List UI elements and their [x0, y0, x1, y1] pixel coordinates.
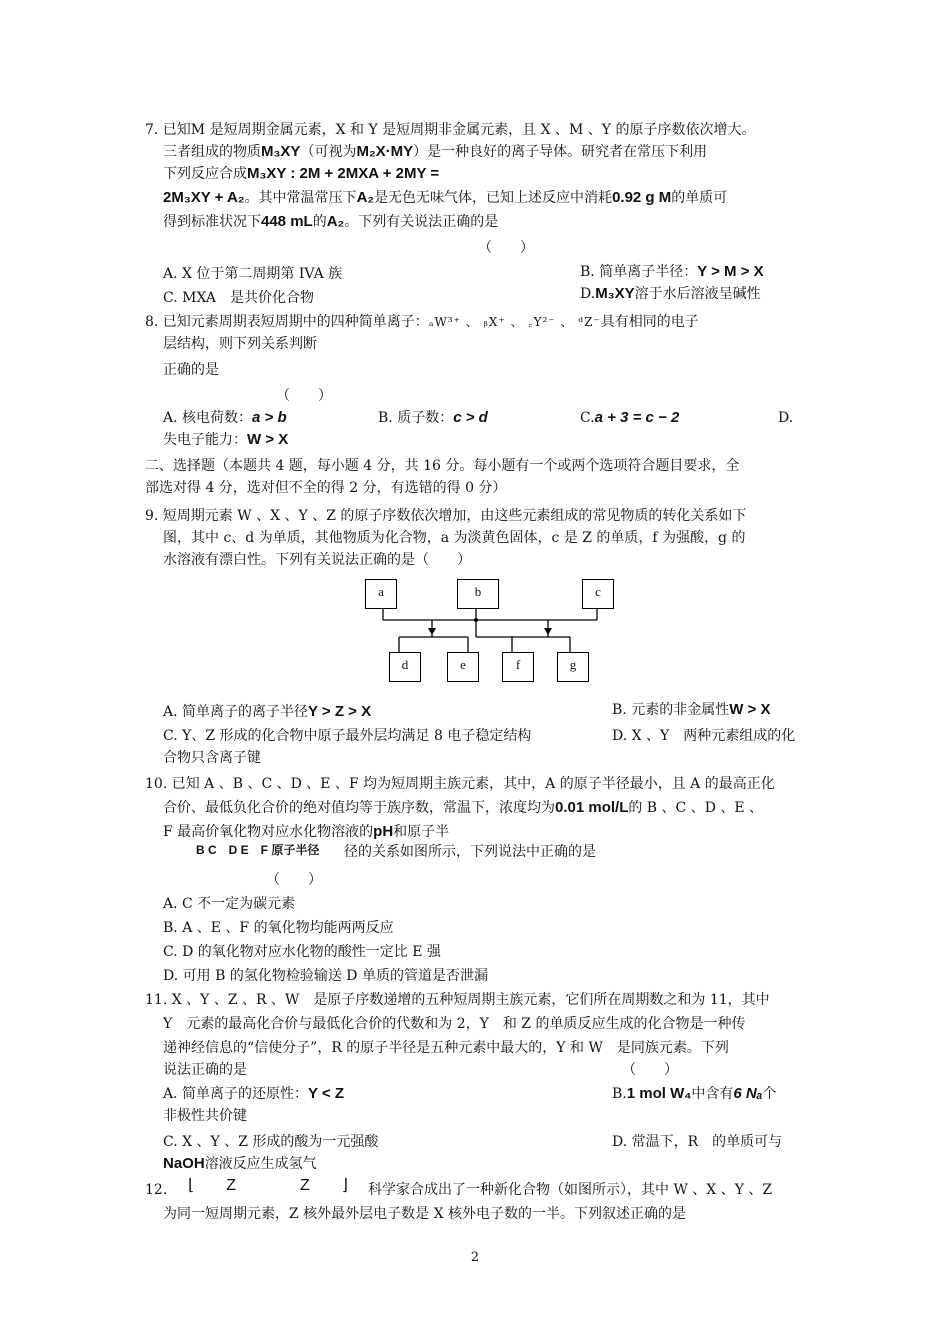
q7-option-b: B. 简单离子半径：Y > M > X [580, 263, 764, 280]
q10-answer-paren: （ ） [266, 872, 322, 888]
q7-line-5: 得到标准状况下448 mL的A₂。下列有关说法正确的是 [163, 213, 499, 230]
q11-option-d-cont: NaOH溶液反应生成氢气 [163, 1155, 317, 1172]
q12-line-2: 为同一短周期元素，Z 核外最外层电子数是 X 核外电子数的一半。下列叙述正确的是 [163, 1206, 687, 1222]
q8-option-a: A. 核电荷数：a > b [163, 409, 287, 426]
q12-line-1: 科学家合成出了一种新化合物（如图所示），其中 W 、X 、Y 、Z [368, 1182, 773, 1198]
q11-option-b-cont: 非极性共价键 [163, 1108, 247, 1124]
q11-option-d: D. 常温下，R 的单质可与 [612, 1134, 783, 1150]
q8-line-2: 层结构，则下列关系判断 [163, 336, 317, 352]
q10-option-a: A. C 不一定为碳元素 [163, 896, 296, 912]
q8-option-d: D. [778, 410, 794, 426]
q8-answer-paren: （ ） [276, 388, 332, 404]
q11-answer-paren: （ ） [622, 1062, 678, 1078]
q9-line-1: 9. 短周期元素 W 、X 、Y 、Z 的原子序数依次增加，由这些元素组成的常见物质的转化关系如下 [145, 508, 747, 524]
diagram-box-d: d [389, 652, 421, 682]
diagram-box-e: e [447, 652, 479, 682]
q7-line-2: 三者组成的物质M₃XY（可视为M₂X·MY）是一种良好的离子导体。研究者在常压下利用 [163, 143, 708, 160]
q7-answer-paren: （ ） [478, 240, 534, 256]
diagram-box-f: f [502, 652, 534, 682]
q9-line-2: 图，其中 c、d 为单质，其他物质为化合物，a 为淡黄色固体，c 是 Z 的单质，f 为强酸，g 的 [163, 530, 746, 546]
q7-line-4: 2M₃XY + A₂。其中常温常压下A₂是无色无味气体，已知上述反应中消耗0.92 g M的单质可 [163, 189, 728, 206]
q11-line-3: 递神经信息的“信使分子”，R 的原子半径是五种元素中最大的，Y 和 W 是同族元素。下列 [163, 1040, 729, 1056]
q10-line-4: 径的关系如图所示，下列说法中正确的是 [344, 844, 596, 860]
q7-option-a: A. X 位于第二周期第 IVA 族 [163, 266, 343, 282]
diagram-box-b: b [457, 579, 499, 609]
q9-option-c: C. Y、Z 形成的化合物中原子最外层均满足 8 电子稳定结构 [163, 728, 532, 744]
q10-option-c: C. D 的氧化物对应水化物的酸性一定比 E 强 [163, 944, 441, 960]
q12-structure-brackets: ⌊ Z Z ⌋ [188, 1177, 349, 1194]
q7-option-d: D.M₃XY溶于水后溶液呈碱性 [580, 285, 761, 302]
section-2-line-2: 部选对得 4 分，选对但不全的得 2 分，有选错的得 0 分） [145, 480, 507, 496]
q11-line-4: 说法正确的是 [163, 1062, 247, 1078]
q10-line-2: 合价、最低负化合价的绝对值均等于族序数，常温下，浓度均为0.01 mol/L的 B 、C 、D 、E 、 [163, 799, 764, 816]
q7-line-1: 7. 已知M 是短周期金属元素，X 和 Y 是短周期非金属元素，且 X 、M 、Y 的原子序数依次增大。 [145, 122, 756, 138]
q8-line-1: 8. 已知元素周期表短周期中的四种简单离子：ₐW³⁺ 、 ᵦX⁺ 、 ꜀Y²⁻ 、 ᵈZ⁻具有相同的电子 [145, 314, 699, 330]
page-number: 2 [470, 1250, 480, 1265]
q8-option-b: B. 质子数：c > d [378, 409, 488, 426]
q9-line-3: 水溶液有漂白性。下列有关说法正确的是（ ） [163, 552, 471, 568]
q11-option-a: A. 简单离子的还原性：Y < Z [163, 1085, 345, 1102]
q9-option-d-cont: 合物只含离子键 [163, 750, 261, 766]
q10-line-1: 10. 已知 A 、B 、C 、D 、E 、F 均为短周期主族元素，其中，A 的原子半径最小，且 A 的最高正化 [145, 776, 775, 792]
section-2-line-1: 二、选择题（本题共 4 题，每小题 4 分，共 16 分。每小题有一个或两个选项符合题目要求，全 [145, 458, 740, 474]
q10-figure-labels: B C D E F 原子半径 [196, 843, 320, 857]
q9-option-b: B. 元素的非金属性W > X [612, 701, 771, 718]
q11-line-2: Y 元素的最高化合价与最低化合价的代数和为 2，Y 和 Z 的单质反应生成的化合物是一种传 [163, 1016, 746, 1032]
q11-option-b: B.1 mol W₄中含有6 Nₐ个 [612, 1085, 777, 1102]
q9-option-a: A. 简单离子的离子半径Y > Z > X [163, 703, 372, 720]
diagram-box-g: g [557, 652, 589, 682]
q11-line-1: 11. X 、Y 、Z 、R 、W 是原子序数递增的五种短周期主族元素，它们所在周期数之和为 11，其中 [145, 992, 770, 1008]
q10-option-d: D. 可用 B 的氢化物检验输送 D 单质的管道是否泄漏 [163, 968, 488, 984]
q7-option-c: C. MXA 是共价化合物 [163, 290, 315, 306]
q8-line-3: 正确的是 [163, 362, 219, 378]
q10-option-b: B. A 、E 、F 的氧化物均能两两反应 [163, 920, 394, 936]
q7-line-3: 下列反应合成M₃XY : 2M + 2MXA + 2MY = [163, 165, 440, 182]
q11-option-c: C. X 、Y 、Z 形成的酸为一元强酸 [163, 1134, 379, 1150]
q8-option-d-text: 失电子能力：W > X [163, 431, 289, 448]
q12-number: 12. [145, 1182, 168, 1198]
diagram-box-c: c [582, 579, 614, 609]
q9-option-d: D. X 、Y 两种元素组成的化 [612, 728, 796, 744]
diagram-box-a: a [365, 579, 397, 609]
q10-line-3: F 最高价氧化物对应水化物溶液的pH和原子半 [163, 823, 450, 840]
q8-option-c: C.a + 3 = c − 2 [580, 409, 680, 426]
